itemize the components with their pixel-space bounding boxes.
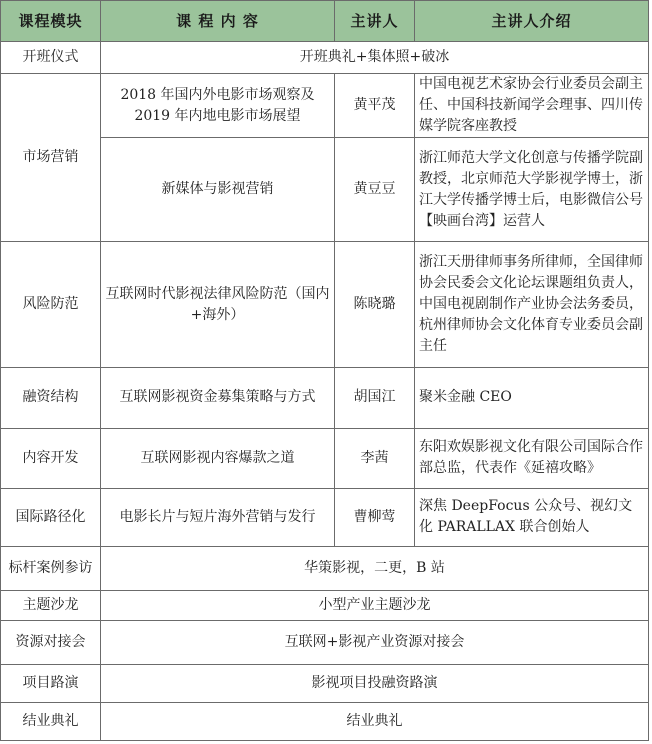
speaker-cell: 胡国江 xyxy=(335,368,415,428)
table-row xyxy=(1,428,649,488)
table-row xyxy=(1,702,649,740)
content-cell: 互联网影视内容爆款之道 xyxy=(101,428,335,488)
module-cell: 内容开发 xyxy=(1,428,101,488)
module-cell: 融资结构 xyxy=(1,368,101,428)
intro-cell: 浙江师范大学文化创意与传播学院副教授，北京师范大学影视学博士，浙江大学传播学博士后，电影微信公号【映画台湾】运营人 xyxy=(415,138,649,242)
speaker-cell: 黄豆豆 xyxy=(335,138,415,242)
intro-cell: 东阳欢娱影视文化有限公司国际合作部总监，代表作《延禧攻略》 xyxy=(415,428,649,488)
content-cell: 互联网+影视产业资源对接会 xyxy=(101,620,649,664)
header-module: 课程模块 xyxy=(1,1,101,42)
content-cell: 互联网影视资金募集策略与方式 xyxy=(101,368,335,428)
table-row xyxy=(1,620,649,664)
content-cell: 华策影视，二更，B 站 xyxy=(101,546,649,590)
table-row xyxy=(1,42,649,74)
intro-cell: 中国电视艺术家协会行业委员会副主任、中国科技新闻学会理事、四川传媒学院客座教授 xyxy=(415,74,649,138)
module-cell: 市场营销 xyxy=(1,74,101,242)
content-cell: 电影长片与短片海外营销与发行 xyxy=(101,488,335,546)
intro-cell: 聚米金融 CEO xyxy=(415,368,649,428)
header-row xyxy=(1,1,649,42)
table-row xyxy=(1,74,649,138)
intro-cell: 浙江天册律师事务所律师，全国律师协会民委会文化论坛课题组负责人，中国电视剧制作产业协会法务委员，杭州律师协会文化体育专业委员会副主任 xyxy=(415,242,649,368)
content-cell: 互联网时代影视法律风险防范（国内+海外） xyxy=(101,242,335,368)
module-cell: 结业典礼 xyxy=(1,702,101,740)
table-row xyxy=(1,488,649,546)
content-cell: 新媒体与影视营销 xyxy=(101,138,335,242)
module-cell: 资源对接会 xyxy=(1,620,101,664)
table-row xyxy=(1,546,649,590)
content-cell: 开班典礼+集体照+破冰 xyxy=(101,42,649,74)
module-cell: 风险防范 xyxy=(1,242,101,368)
table-row xyxy=(1,242,649,368)
header-speaker: 主讲人 xyxy=(335,1,415,42)
module-cell: 开班仪式 xyxy=(1,42,101,74)
content-cell: 小型产业主题沙龙 xyxy=(101,590,649,620)
header-content: 课 程 内 容 xyxy=(101,1,335,42)
content-cell: 结业典礼 xyxy=(101,702,649,740)
content-cell: 2018 年国内外电影市场观察及 2019 年内地电影市场展望 xyxy=(101,74,335,138)
table-row xyxy=(1,590,649,620)
speaker-cell: 黄平茂 xyxy=(335,74,415,138)
module-cell: 主题沙龙 xyxy=(1,590,101,620)
module-cell: 标杆案例参访 xyxy=(1,546,101,590)
table-row xyxy=(1,368,649,428)
header-intro: 主讲人介绍 xyxy=(415,1,649,42)
module-cell: 项目路演 xyxy=(1,664,101,702)
speaker-cell: 曹柳莺 xyxy=(335,488,415,546)
table-row xyxy=(1,664,649,702)
speaker-cell: 李茜 xyxy=(335,428,415,488)
module-cell: 国际路径化 xyxy=(1,488,101,546)
speaker-cell: 陈晓璐 xyxy=(335,242,415,368)
intro-cell: 深焦 DeepFocus 公众号、视幻文化 PARALLAX 联合创始人 xyxy=(415,488,649,546)
content-cell: 影视项目投融资路演 xyxy=(101,664,649,702)
